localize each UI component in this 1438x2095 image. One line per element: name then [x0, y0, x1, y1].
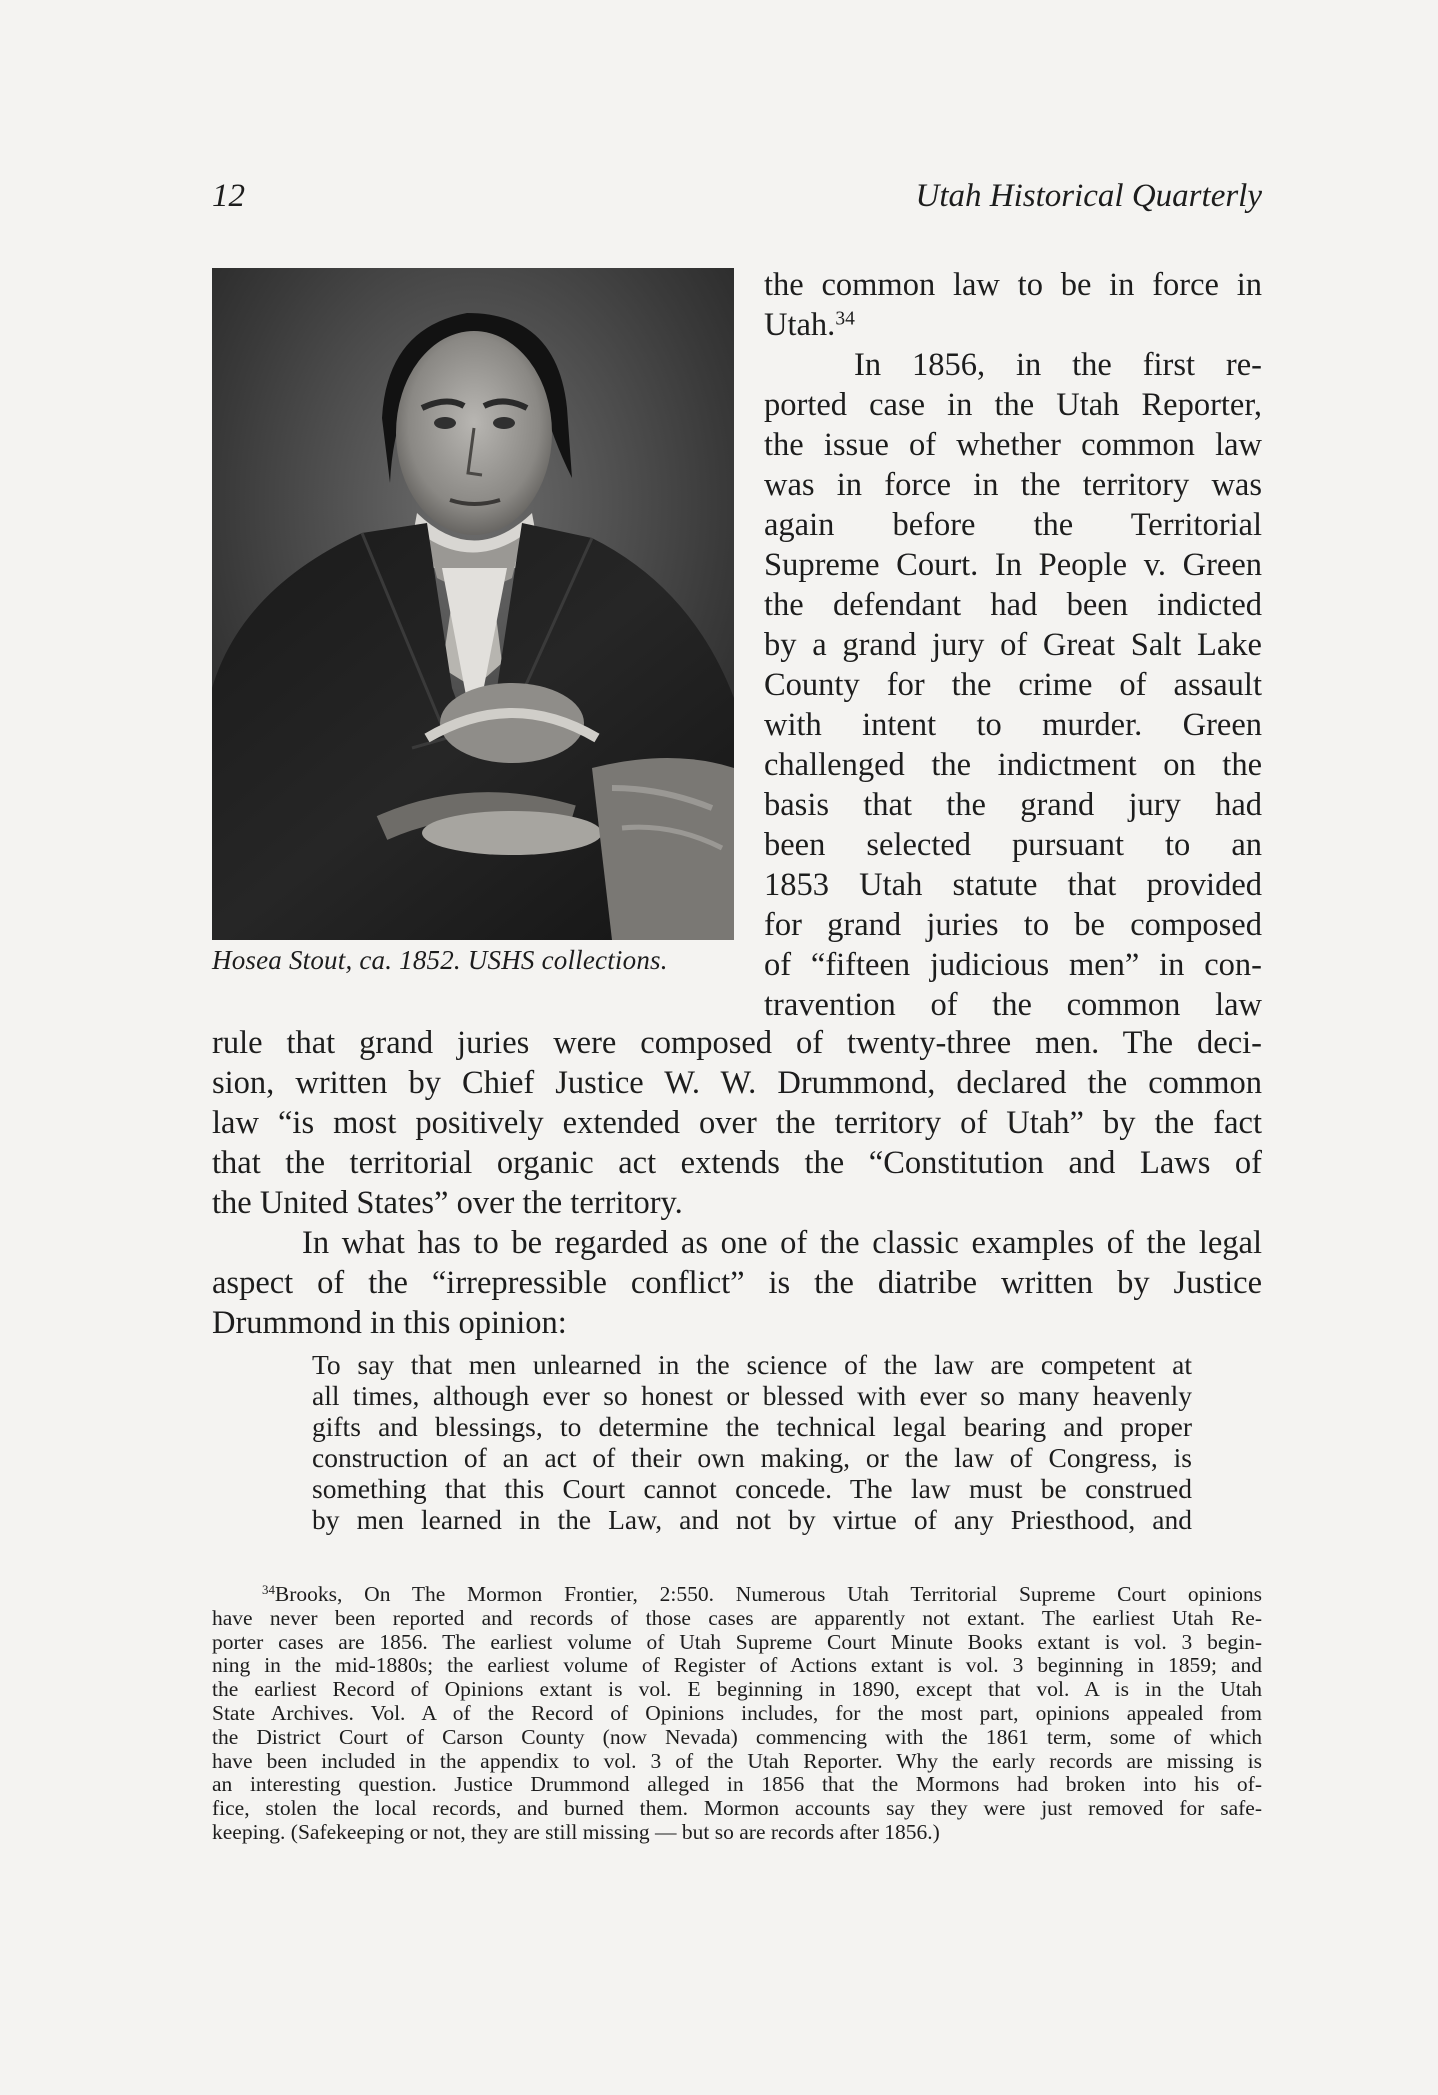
text-line: been selected pursuant to an	[764, 827, 1262, 863]
running-head	[212, 178, 1262, 228]
text-line: again before the Territorial	[764, 507, 1262, 543]
text-line: Drummond in this opinion:	[212, 1305, 567, 1341]
footnote-line: keeping. (Safekeeping or not, they are still missing — but so are records after 1856.)	[212, 1819, 940, 1844]
quote-line: something that this Court cannot concede. The law must be construed	[312, 1473, 1192, 1504]
text-line: law “is most positively extended over the territory of Utah” by the fact	[212, 1105, 1262, 1141]
text-line: the common law to be in force in	[764, 267, 1262, 303]
text-line: aspect of the “irrepressible conflict” is the diatribe written by Justice	[212, 1265, 1262, 1301]
footnote-line: the earliest Record of Opinions extant is vol. E beginning in 1890, except that vol. A is in the Utah	[212, 1677, 1262, 1702]
text-line: was in force in the territory was	[764, 467, 1262, 503]
text-line: with intent to murder. Green	[764, 707, 1262, 743]
footnote	[212, 1583, 1262, 1845]
text-line: the United States” over the territory.	[212, 1185, 683, 1221]
quote-line: gifts and blessings, to determine the technical legal bearing and proper	[312, 1411, 1192, 1442]
footnote-line: State Archives. Vol. A of the Record of Opinions includes, for the most part, opinions appealed from	[212, 1700, 1262, 1725]
text-line: basis that the grand jury had	[764, 787, 1262, 823]
text-line: ported case in the Utah Reporter,	[764, 387, 1262, 423]
text-line: by a grand jury of Great Salt Lake	[764, 627, 1262, 663]
text-line	[764, 305, 1262, 345]
text-line: challenged the indictment on the	[764, 747, 1262, 783]
quote-line: construction of an act of their own making, or the law of Congress, is	[312, 1442, 1192, 1473]
text-line: In 1856, in the first re-	[854, 347, 1262, 383]
quote-line: by men learned in the Law, and not by virtue of any Priesthood, and	[312, 1504, 1192, 1535]
full-width-text	[212, 1023, 1262, 1343]
portrait-photo	[212, 268, 734, 940]
text-line: that the territorial organic act extends the “Constitution and Laws of	[212, 1145, 1262, 1181]
footnote-line: fice, stolen the local records, and burned them. Mormon accounts say they were just removed for safe-	[212, 1796, 1262, 1821]
page-number: 12	[212, 178, 245, 214]
text-line: travention of the common law	[764, 987, 1262, 1023]
footnote-number: 34	[262, 1582, 275, 1597]
journal-title: Utah Historical Quarterly	[915, 178, 1262, 214]
footnote-line: an interesting question. Justice Drummond alleged in 1856 that the Mormons had broken into his of-	[212, 1772, 1262, 1797]
footnote-reference: 34	[835, 308, 855, 330]
footnote-line: the District Court of Carson County (now Nevada) commencing with the 1861 term, some of which	[212, 1724, 1262, 1749]
text-line: for grand juries to be composed	[764, 907, 1262, 943]
footnote-line	[212, 1583, 1262, 1607]
right-column-text	[764, 265, 1262, 1025]
text-line: County for the crime of assault	[764, 667, 1262, 703]
text-line: sion, written by Chief Justice W. W. Drummond, declared the common	[212, 1065, 1262, 1101]
footnote-line: porter cases are 1856. The earliest volume of Utah Supreme Court Minute Books extant is vol. 3 begin-	[212, 1629, 1262, 1654]
footnote-line: have been included in the appendix to vol. 3 of the Utah Reporter. Why the early records are missing is	[212, 1748, 1262, 1773]
text-line: In what has to be regarded as one of the classic examples of the legal	[302, 1225, 1262, 1261]
text-line: of “fifteen judicious men” in con-	[764, 947, 1262, 983]
figure-caption: Hosea Stout, ca. 1852. USHS collections.	[212, 945, 668, 975]
quote-line: To say that men unlearned in the science of the law are competent at	[312, 1349, 1192, 1380]
text-line: the defendant had been indicted	[764, 587, 1262, 623]
text-line: the issue of whether common law	[764, 427, 1262, 463]
footnote-line-fragment: Brooks, On The Mormon Frontier, 2:550. Numerous Utah Territorial Supreme Court opinions	[274, 1582, 1262, 1606]
footnote-line: ning in the mid-1880s; the earliest volume of Register of Actions extant is vol. 3 beginning in 1859; and	[212, 1653, 1262, 1678]
text-line: Supreme Court. In People v. Green	[764, 547, 1262, 583]
block-quote	[312, 1349, 1192, 1535]
text-line: 1853 Utah statute that provided	[764, 867, 1262, 903]
text-line: rule that grand juries were composed of twenty-three men. The deci-	[212, 1025, 1262, 1061]
quote-line: all times, although ever so honest or blessed with ever so many heavenly	[312, 1380, 1192, 1411]
portrait-image	[212, 268, 734, 940]
text-line-fragment: Utah.	[764, 307, 836, 343]
footnote-line: have never been reported and records of those cases are apparently not extant. The earliest Utah Re-	[212, 1605, 1262, 1630]
